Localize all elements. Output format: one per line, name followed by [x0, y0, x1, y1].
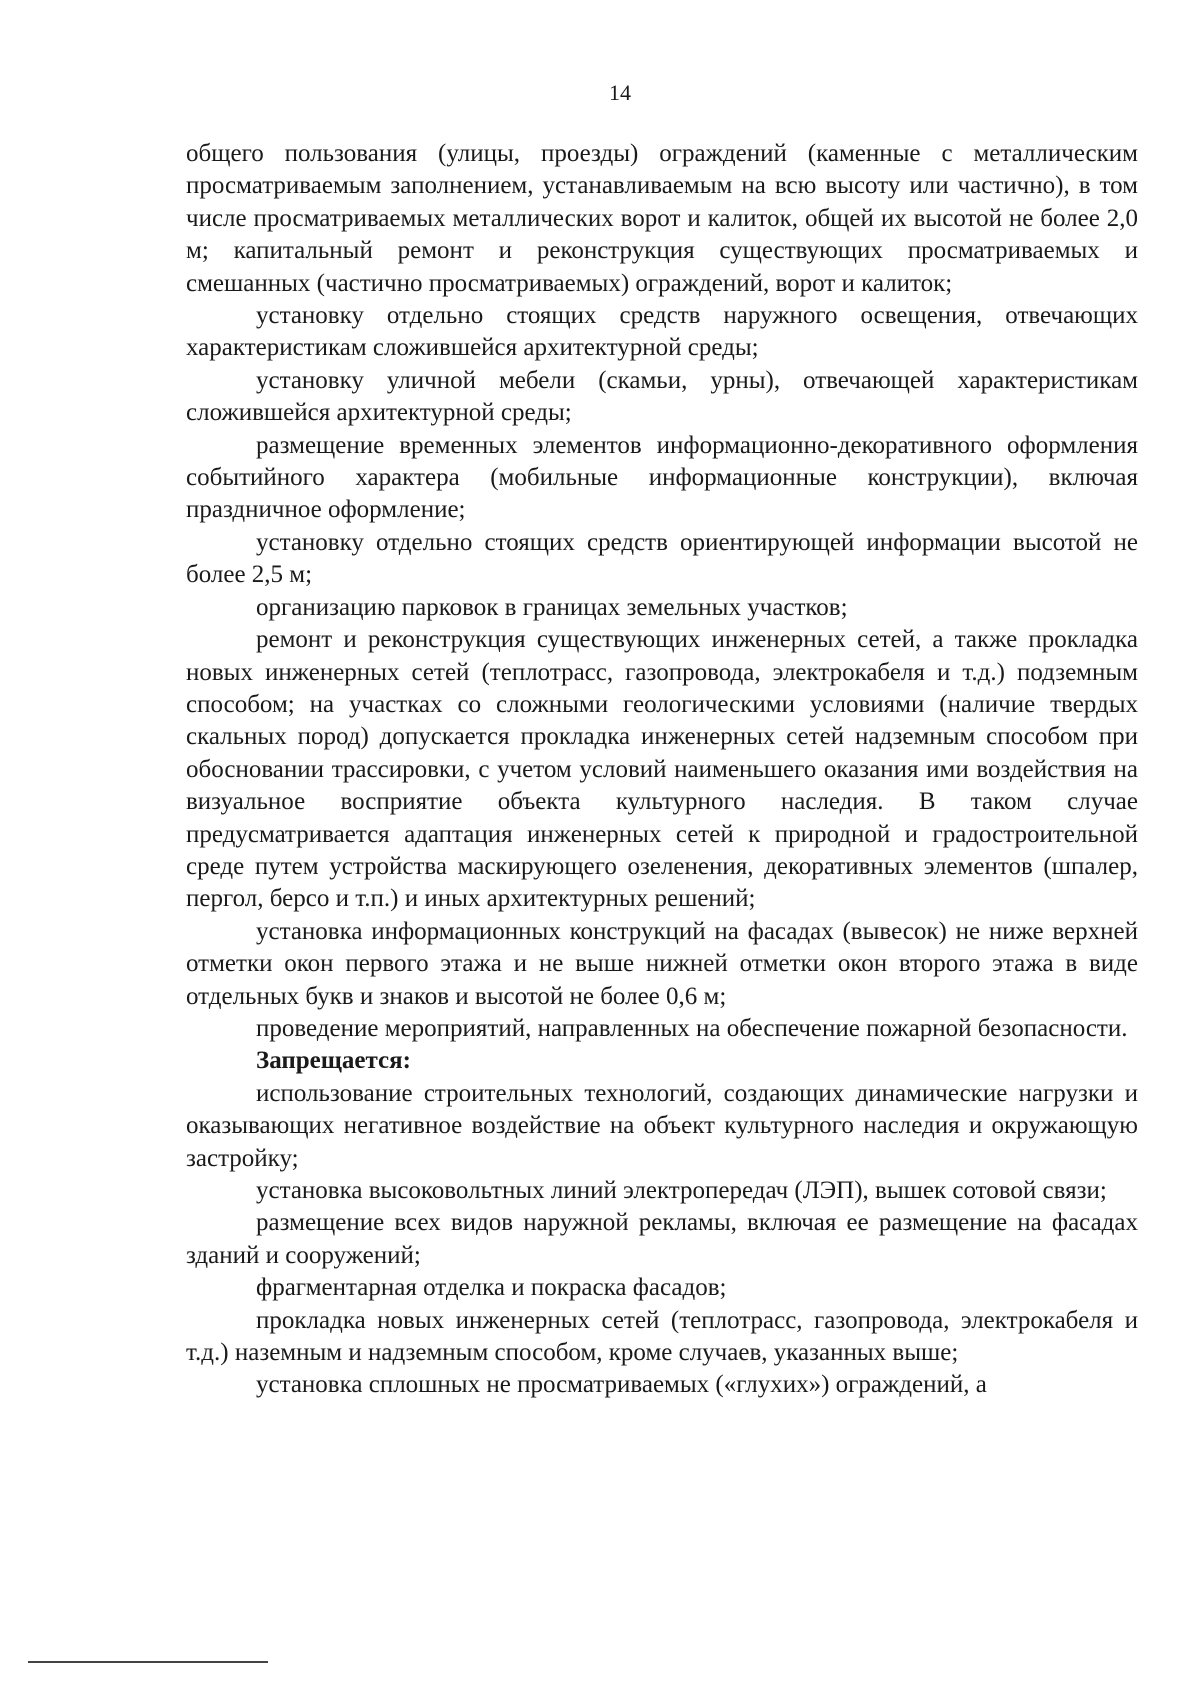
- paragraph-parking: организацию парковок в границах земельных участков;: [256, 593, 848, 621]
- paragraph-engineering-networks: ремонт и реконструкция существующих инженерных сетей, а также прокладка новых инженерных сетей (теплотрасс, газопровода, электрокабеля и т.д.) подземным способом; на участках со сложными геологическими условиями (наличие твердых скальных пород) допускается прокладка инженерных сетей надземным способом при обосновании трассировки, с учетом условий наименьшего оказания ими воздействия на визуальное восприятие объекта культурного наследия. В таком случае предусматривается адаптация инженерных сетей к природной и градостроительной среде путем устройства маскирующего озеленения, декоративных элементов (шпалер, пергол, берсо и т.п.) и иных архитектурных решений;: [186, 626, 1138, 913]
- paragraph-fire-safety: проведение мероприятий, направленных на обеспечение пожарной безопасности.: [256, 1014, 1128, 1042]
- paragraph-outdoor-lighting: установку отдельно стоящих средств наружного освещения, отвечающих характеристикам сложившейся архитектурной среды;: [186, 302, 1138, 362]
- page-number: 14: [609, 80, 631, 105]
- paragraph-power-lines: установка высоковольтных линий электропередач (ЛЭП), вышек сотовой связи;: [256, 1177, 1107, 1204]
- paragraph-solid-fences: установка сплошных не просматриваемых («глухих») ограждений, а: [256, 1371, 987, 1399]
- paragraph-outdoor-advertising: размещение всех видов наружной рекламы, включая ее размещение на фасадах зданий и сооружений;: [186, 1209, 1138, 1269]
- paragraph-fences-continuation: общего пользования (улицы, проезды) ограждений (каменные с металлическим просматриваемым заполнением, устанавливаемым на всю высоту или частично), в том числе просматриваемых металлических ворот и калиток, общей их высотой не более 2,0 м; капитальный ремонт и реконструкция существующих просматриваемых и смешанных (частично просматриваемых) ограждений, ворот и калиток;: [186, 140, 1138, 297]
- paragraph-street-furniture: установку уличной мебели (скамьи, урны), отвечающей характеристикам сложившейся архитектурной среды;: [186, 366, 1138, 427]
- paragraph-fragmentary-finishing: фрагментарная отделка и покраска фасадов;: [256, 1274, 727, 1302]
- paragraph-dynamic-loads: использование строительных технологий, создающих динамические нагрузки и оказывающих негативное воздействие на объект культурного наследия и окружающую застройку;: [186, 1079, 1138, 1172]
- document-body: [186, 138, 1138, 1402]
- paragraph-temporary-decoration: размещение временных элементов информационно-декоративного оформления событийного характера (мобильные информационные конструкции), включая праздничное оформление;: [186, 431, 1138, 524]
- paragraph-facade-signage: установка информационных конструкций на фасадах (вывесок) не ниже верхней отметки окон первого этажа и не выше нижней отметки окон второго этажа в виде отдельных букв и знаков и высотой не более 0,6 м;: [186, 917, 1138, 1010]
- section-heading-prohibited: Запрещается:: [256, 1047, 412, 1075]
- paragraph-orienting-information: установку отдельно стоящих средств ориентирующей информации высотой не более 2,5 м;: [186, 528, 1138, 589]
- footer-rule: [28, 1661, 268, 1663]
- paragraph-above-ground-networks: прокладка новых инженерных сетей (теплотрасс, газопровода, электрокабеля и т.д.) наземным и надземным способом, кроме случаев, указанных выше;: [186, 1306, 1138, 1367]
